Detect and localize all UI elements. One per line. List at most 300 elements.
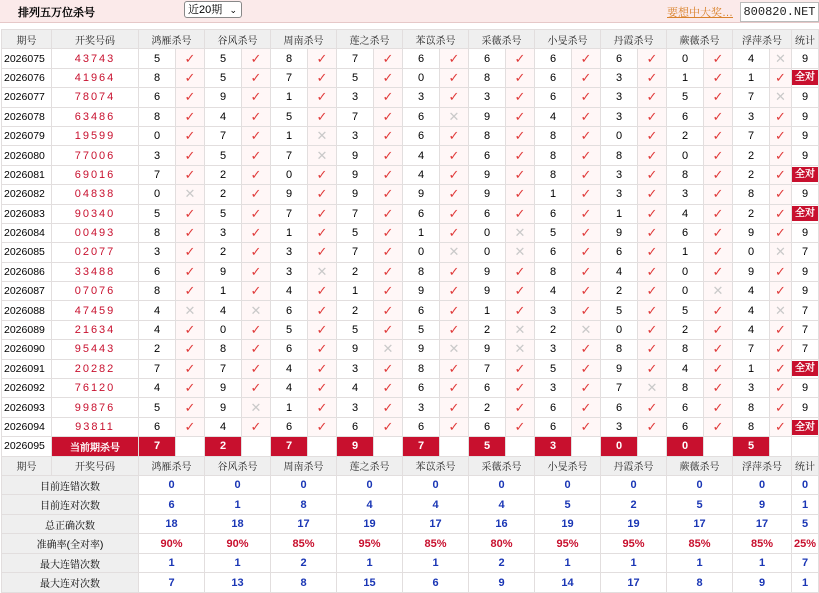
cross-icon: ✕ [770, 301, 792, 320]
kill-number: 3 [535, 379, 572, 398]
stat-total: 5 [792, 514, 819, 534]
cross-icon: ✕ [770, 243, 792, 262]
kill-number: 6 [469, 204, 506, 223]
kill-number: 8 [139, 282, 176, 301]
check-icon: ✓ [242, 49, 271, 68]
table-row [2, 165, 819, 184]
kill-number: 1 [271, 398, 308, 417]
check-icon: ✓ [176, 107, 205, 126]
stat-value: 2 [601, 495, 667, 515]
stat-value: 6 [403, 573, 469, 593]
kill-number: 1 [403, 223, 440, 242]
empty-cell [308, 437, 337, 456]
row-total: 9 [792, 379, 819, 398]
check-icon: ✓ [572, 185, 601, 204]
current-kill-number: 2 [205, 437, 242, 456]
kill-number: 7 [337, 204, 374, 223]
header-period: 期号 [2, 456, 52, 475]
header-expert[interactable]: 鸿雁杀号 [139, 30, 205, 49]
check-icon: ✓ [770, 165, 792, 184]
current-period-number: 2026095 [2, 437, 52, 456]
kill-number: 9 [469, 340, 506, 359]
check-icon: ✓ [704, 340, 733, 359]
check-icon: ✓ [572, 262, 601, 281]
kill-number: 3 [337, 126, 374, 145]
kill-number: 5 [139, 49, 176, 68]
row-total: 7 [792, 340, 819, 359]
current-kill-number: 0 [601, 437, 638, 456]
kill-number: 6 [667, 398, 704, 417]
check-icon: ✓ [638, 340, 667, 359]
header-expert[interactable]: 蕨薇杀号 [667, 456, 733, 475]
kill-number: 1 [535, 185, 572, 204]
kill-number: 3 [601, 165, 638, 184]
empty-cell [770, 437, 792, 456]
stat-value: 80% [469, 534, 535, 554]
kill-number: 5 [271, 107, 308, 126]
check-icon: ✓ [704, 68, 733, 87]
kill-number: 5 [205, 146, 242, 165]
kill-number: 4 [337, 379, 374, 398]
header-expert[interactable]: 小旻杀号 [535, 456, 601, 475]
check-icon: ✓ [704, 185, 733, 204]
check-icon: ✓ [704, 359, 733, 378]
stat-value: 13 [205, 573, 271, 593]
kill-number: 2 [139, 340, 176, 359]
stat-value: 9 [733, 573, 792, 593]
kill-number: 4 [271, 282, 308, 301]
kill-number: 0 [667, 146, 704, 165]
kill-number: 1 [205, 282, 242, 301]
stat-value: 2 [469, 553, 535, 573]
check-icon: ✓ [704, 107, 733, 126]
cross-icon: ✕ [704, 282, 733, 301]
period-range-select[interactable] [184, 1, 242, 18]
current-kill-number: 7 [271, 437, 308, 456]
check-icon: ✓ [176, 126, 205, 145]
kill-number: 9 [271, 185, 308, 204]
kill-number: 3 [271, 262, 308, 281]
kill-number: 8 [139, 68, 176, 87]
check-icon: ✓ [374, 243, 403, 262]
kill-number: 5 [667, 88, 704, 107]
kill-number: 9 [205, 262, 242, 281]
check-icon: ✓ [704, 417, 733, 436]
kill-number: 7 [271, 68, 308, 87]
table-row [2, 146, 819, 165]
kill-number: 6 [403, 301, 440, 320]
winning-number: 95443 [52, 340, 139, 359]
table-row [2, 301, 819, 320]
check-icon: ✓ [506, 88, 535, 107]
check-icon: ✓ [572, 359, 601, 378]
check-icon: ✓ [440, 262, 469, 281]
winning-number: 78074 [52, 88, 139, 107]
stat-value: 17 [403, 514, 469, 534]
kill-number: 6 [139, 88, 176, 107]
kill-number: 9 [469, 107, 506, 126]
header-winning-number: 开奖号码 [52, 456, 139, 475]
header-expert[interactable]: 蕨薇杀号 [667, 30, 733, 49]
header-total: 统计 [792, 456, 819, 475]
check-icon: ✓ [638, 282, 667, 301]
stat-row [2, 514, 819, 534]
stat-total: 25% [792, 534, 819, 554]
check-icon: ✓ [638, 49, 667, 68]
kill-number: 7 [337, 243, 374, 262]
row-total: 9 [792, 185, 819, 204]
winning-number: 04838 [52, 185, 139, 204]
check-icon: ✓ [374, 320, 403, 339]
stat-value: 8 [271, 573, 337, 593]
header-expert[interactable]: 浮萍杀号 [733, 30, 792, 49]
check-icon: ✓ [374, 359, 403, 378]
check-icon: ✓ [704, 301, 733, 320]
check-icon: ✓ [176, 398, 205, 417]
kill-number: 0 [139, 126, 176, 145]
cross-icon: ✕ [506, 243, 535, 262]
kill-number: 7 [271, 204, 308, 223]
kill-number: 6 [403, 49, 440, 68]
kill-number: 8 [535, 262, 572, 281]
check-icon: ✓ [770, 340, 792, 359]
kill-number: 3 [337, 359, 374, 378]
check-icon: ✓ [704, 223, 733, 242]
kill-number: 0 [667, 49, 704, 68]
row-total: 9 [792, 146, 819, 165]
stat-value: 1 [205, 495, 271, 515]
table-row [2, 223, 819, 242]
check-icon: ✓ [704, 320, 733, 339]
cross-icon: ✕ [176, 301, 205, 320]
kill-number: 9 [469, 185, 506, 204]
stat-value: 1 [139, 553, 205, 573]
row-total: 7 [792, 320, 819, 339]
header-expert[interactable]: 周南杀号 [271, 30, 337, 49]
kill-number: 4 [403, 146, 440, 165]
stat-value: 0 [601, 475, 667, 495]
all-correct-badge: 全对 [792, 167, 818, 182]
table-row [2, 340, 819, 359]
period-number: 2026089 [2, 320, 52, 339]
check-icon: ✓ [638, 204, 667, 223]
row-total [792, 68, 819, 87]
all-correct-badge: 全对 [792, 70, 818, 85]
stat-value: 18 [205, 514, 271, 534]
check-icon: ✓ [704, 126, 733, 145]
check-icon: ✓ [638, 398, 667, 417]
kill-number: 8 [271, 49, 308, 68]
check-icon: ✓ [572, 204, 601, 223]
kill-number: 9 [403, 340, 440, 359]
current-kill-number: 9 [337, 437, 374, 456]
period-number: 2026093 [2, 398, 52, 417]
kill-number: 4 [733, 282, 770, 301]
check-icon: ✓ [506, 165, 535, 184]
kill-number: 8 [469, 126, 506, 145]
stat-row [2, 553, 819, 573]
current-kill-label: 当前期杀号 [52, 437, 139, 456]
period-number: 2026080 [2, 146, 52, 165]
header-expert[interactable]: 周南杀号 [271, 456, 337, 475]
kill-number: 3 [601, 88, 638, 107]
stat-value: 0 [469, 475, 535, 495]
check-icon: ✓ [704, 398, 733, 417]
row-total [792, 417, 819, 436]
check-icon: ✓ [374, 398, 403, 417]
header-expert[interactable]: 苯苡杀号 [403, 30, 469, 49]
header-expert[interactable]: 采薇杀号 [469, 456, 535, 475]
kill-number: 7 [733, 126, 770, 145]
stat-value: 0 [733, 475, 792, 495]
kill-number: 3 [337, 398, 374, 417]
check-icon: ✓ [506, 262, 535, 281]
stat-value: 85% [733, 534, 792, 554]
all-correct-badge: 全对 [792, 206, 818, 221]
kill-number: 0 [667, 282, 704, 301]
kill-number: 7 [469, 359, 506, 378]
kill-number: 7 [601, 379, 638, 398]
kill-number: 8 [601, 146, 638, 165]
kill-number: 5 [205, 68, 242, 87]
period-number: 2026077 [2, 88, 52, 107]
check-icon: ✓ [308, 320, 337, 339]
kill-number-table [1, 29, 819, 593]
check-icon: ✓ [572, 165, 601, 184]
check-icon: ✓ [176, 379, 205, 398]
period-number: 2026078 [2, 107, 52, 126]
empty-cell [792, 437, 819, 456]
row-total: 9 [792, 126, 819, 145]
check-icon: ✓ [440, 301, 469, 320]
header-expert[interactable]: 丹霞杀号 [601, 456, 667, 475]
kill-number: 3 [535, 340, 572, 359]
kill-number: 0 [205, 320, 242, 339]
kill-number: 0 [601, 126, 638, 145]
period-number: 2026082 [2, 185, 52, 204]
row-total: 9 [792, 49, 819, 68]
check-icon: ✓ [506, 204, 535, 223]
check-icon: ✓ [638, 107, 667, 126]
check-icon: ✓ [242, 107, 271, 126]
stat-value: 9 [469, 573, 535, 593]
check-icon: ✓ [770, 223, 792, 242]
kill-number: 0 [469, 223, 506, 242]
header-expert[interactable]: 丹霞杀号 [601, 30, 667, 49]
kill-number: 1 [271, 223, 308, 242]
check-icon: ✓ [374, 185, 403, 204]
stat-value: 19 [337, 514, 403, 534]
period-number: 2026076 [2, 68, 52, 87]
kill-number: 4 [667, 359, 704, 378]
period-number: 2026094 [2, 417, 52, 436]
check-icon: ✓ [638, 165, 667, 184]
stat-value: 4 [337, 495, 403, 515]
stat-row [2, 495, 819, 515]
check-icon: ✓ [440, 359, 469, 378]
kill-number: 7 [337, 107, 374, 126]
cross-icon: ✕ [242, 301, 271, 320]
check-icon: ✓ [374, 107, 403, 126]
stat-label: 总正确次数 [2, 514, 139, 534]
kill-number: 5 [271, 320, 308, 339]
check-icon: ✓ [638, 68, 667, 87]
check-icon: ✓ [374, 417, 403, 436]
current-kill-number: 7 [403, 437, 440, 456]
header-expert[interactable]: 苯苡杀号 [403, 456, 469, 475]
kill-number: 6 [535, 243, 572, 262]
period-number: 2026075 [2, 49, 52, 68]
header-expert[interactable]: 谷风杀号 [205, 30, 271, 49]
check-icon: ✓ [308, 107, 337, 126]
kill-number: 0 [403, 68, 440, 87]
stat-value: 1 [535, 553, 601, 573]
kill-number: 8 [733, 185, 770, 204]
check-icon: ✓ [176, 223, 205, 242]
period-number: 2026092 [2, 379, 52, 398]
kill-number: 2 [469, 320, 506, 339]
period-number: 2026090 [2, 340, 52, 359]
kill-number: 1 [337, 282, 374, 301]
header-expert[interactable]: 鸿雁杀号 [139, 456, 205, 475]
check-icon: ✓ [440, 204, 469, 223]
stat-value: 0 [403, 475, 469, 495]
stat-value: 2 [271, 553, 337, 573]
kill-number: 4 [139, 379, 176, 398]
kill-number: 3 [403, 398, 440, 417]
header-expert[interactable]: 莲之杀号 [337, 30, 403, 49]
check-icon: ✓ [440, 379, 469, 398]
kill-number: 2 [733, 146, 770, 165]
check-icon: ✓ [704, 379, 733, 398]
header-expert[interactable]: 莲之杀号 [337, 456, 403, 475]
current-kill-number: 5 [469, 437, 506, 456]
kill-number: 6 [403, 107, 440, 126]
kill-number: 7 [139, 359, 176, 378]
kill-number: 3 [601, 185, 638, 204]
stat-value: 85% [667, 534, 733, 554]
check-icon: ✓ [440, 185, 469, 204]
check-icon: ✓ [242, 223, 271, 242]
kill-number: 9 [205, 398, 242, 417]
check-icon: ✓ [506, 282, 535, 301]
table-row [2, 359, 819, 378]
kill-number: 6 [601, 398, 638, 417]
kill-number: 9 [469, 262, 506, 281]
check-icon: ✓ [242, 126, 271, 145]
chevron-down-icon: ⌄ [229, 5, 237, 15]
kill-number: 8 [139, 223, 176, 242]
check-icon: ✓ [440, 165, 469, 184]
kill-number: 6 [271, 340, 308, 359]
kill-number: 7 [733, 340, 770, 359]
row-total: 9 [792, 107, 819, 126]
kill-number: 5 [667, 301, 704, 320]
check-icon: ✓ [374, 262, 403, 281]
row-total: 7 [792, 301, 819, 320]
header-expert[interactable]: 采薇杀号 [469, 30, 535, 49]
kill-number: 6 [403, 379, 440, 398]
stat-total: 7 [792, 553, 819, 573]
stat-row [2, 573, 819, 593]
check-icon: ✓ [242, 320, 271, 339]
header-row [2, 30, 819, 49]
table-row [2, 49, 819, 68]
stat-value: 4 [469, 495, 535, 515]
check-icon: ✓ [374, 301, 403, 320]
stat-value: 18 [139, 514, 205, 534]
kill-number: 6 [271, 301, 308, 320]
stat-value: 19 [601, 514, 667, 534]
kill-number: 9 [733, 262, 770, 281]
winning-number: 93811 [52, 417, 139, 436]
kill-number: 2 [601, 282, 638, 301]
kill-number: 7 [205, 126, 242, 145]
kill-number: 4 [205, 301, 242, 320]
check-icon: ✓ [638, 88, 667, 107]
kill-number: 8 [535, 165, 572, 184]
kill-number: 8 [667, 379, 704, 398]
kill-number: 8 [667, 165, 704, 184]
check-icon: ✓ [440, 223, 469, 242]
stat-value: 8 [271, 495, 337, 515]
kill-number: 7 [205, 359, 242, 378]
stat-value: 14 [535, 573, 601, 593]
kill-number: 2 [733, 165, 770, 184]
check-icon: ✓ [638, 146, 667, 165]
check-icon: ✓ [572, 223, 601, 242]
check-icon: ✓ [374, 165, 403, 184]
header-expert[interactable]: 小旻杀号 [535, 30, 601, 49]
kill-number: 2 [205, 243, 242, 262]
check-icon: ✓ [176, 49, 205, 68]
stat-value: 5 [667, 495, 733, 515]
page-title: 排列五万位杀号 [18, 7, 95, 19]
header-expert[interactable]: 浮萍杀号 [733, 456, 792, 475]
current-period-row [2, 437, 819, 456]
kill-number: 5 [205, 204, 242, 223]
kill-number: 0 [469, 243, 506, 262]
header-expert[interactable]: 谷风杀号 [205, 456, 271, 475]
kill-number: 2 [205, 185, 242, 204]
cross-icon: ✕ [176, 185, 205, 204]
kill-number: 1 [667, 68, 704, 87]
kill-number: 1 [667, 243, 704, 262]
cross-icon: ✕ [506, 340, 535, 359]
kill-number: 6 [601, 243, 638, 262]
kill-number: 5 [139, 398, 176, 417]
kill-number: 6 [469, 49, 506, 68]
empty-cell [704, 437, 733, 456]
kill-number: 3 [271, 243, 308, 262]
period-number: 2026085 [2, 243, 52, 262]
kill-number: 3 [601, 417, 638, 436]
cross-icon: ✕ [308, 126, 337, 145]
check-icon: ✓ [374, 49, 403, 68]
check-icon: ✓ [242, 88, 271, 107]
kill-number: 0 [139, 185, 176, 204]
jackpot-link[interactable]: 要想中大奖… [667, 7, 733, 19]
row-total: 7 [792, 243, 819, 262]
kill-number: 2 [337, 301, 374, 320]
check-icon: ✓ [572, 301, 601, 320]
check-icon: ✓ [308, 68, 337, 87]
kill-number: 0 [601, 320, 638, 339]
kill-number: 9 [469, 165, 506, 184]
stat-value: 19 [535, 514, 601, 534]
stat-value: 1 [667, 553, 733, 573]
winning-number: 63486 [52, 107, 139, 126]
